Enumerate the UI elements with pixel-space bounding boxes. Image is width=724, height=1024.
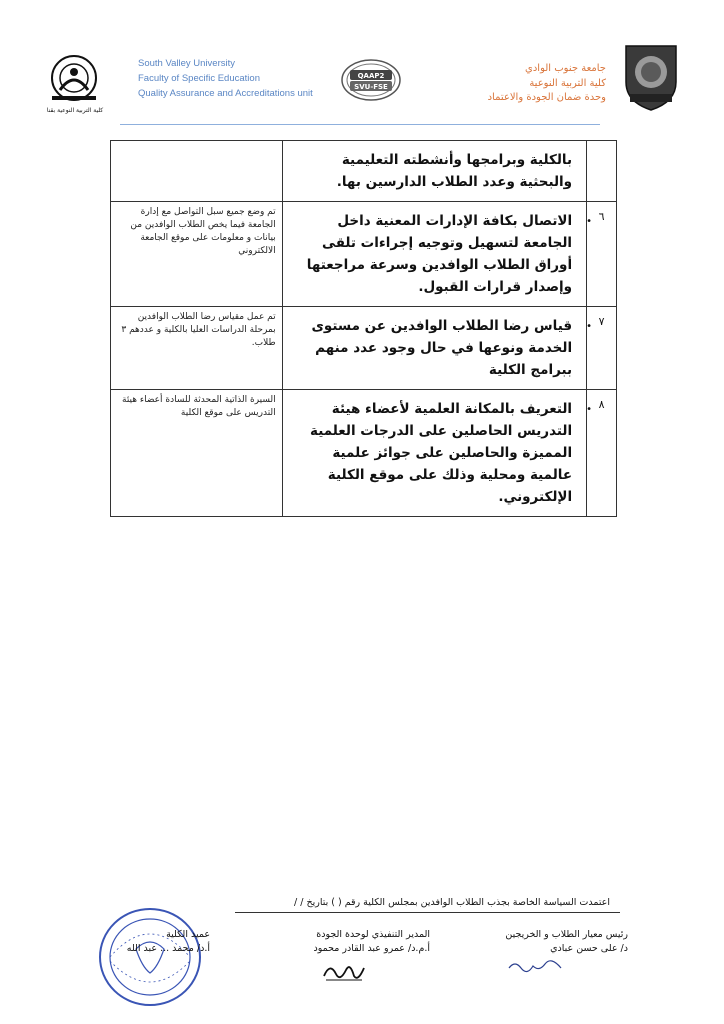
english-university: South Valley University bbox=[138, 58, 235, 69]
university-logo bbox=[618, 42, 684, 112]
faculty-logo-caption: كلية التربية النوعية بقنا bbox=[46, 107, 104, 114]
official-stamp bbox=[96, 905, 204, 1009]
policy-item-text: بالكلية وبرامجها وأنشطته التعليمية والبحثية وعدد الطلاب الدارسين بها. bbox=[336, 152, 573, 190]
arabic-unit: وحدة ضمان الجودة والاعتماد bbox=[487, 92, 606, 103]
policy-item-text: قياس رضا الطلاب الوافدين عن مستوى الخدمة ونوعها في حال وجود عدد منهم ببرامج الكلية bbox=[311, 318, 573, 378]
row-note: تم وضع جميع سبل التواصل مع إدارة الجامعة فيما يخص الطلاب الوافدين من بيانات و معلومات على موقع الجامعة الالكتروني bbox=[111, 202, 283, 307]
signatory-name: أ.م.د/ عمرو عبد القادر محمود bbox=[313, 943, 430, 954]
footer-divider bbox=[235, 912, 620, 913]
policy-item-text: التعريف بالمكانة العلمية لأعضاء هيئة التدريس الحاصلين على الدرجات العلمية المميزة والحاصلين على جوائز علمية عالمية ومحلية وذلك على موقع الكلية الإلكتروني. bbox=[310, 401, 573, 505]
table-row bbox=[111, 390, 617, 517]
policy-table bbox=[110, 140, 617, 517]
row-note bbox=[111, 141, 283, 202]
english-header bbox=[138, 56, 338, 101]
bullet-icon: • bbox=[586, 404, 593, 415]
signatory-title: عميد الكلية bbox=[166, 929, 210, 940]
signatory-quality-director bbox=[300, 928, 430, 956]
signatory-name: أ.د/ محمد ... عبد الله bbox=[126, 943, 210, 954]
policy-item-text: الاتصال بكافة الإدارات المعنية داخل الجامعة لتسهيل وتوجيه إجراءات تلقى أوراق الطلاب الوافدين وسرعة مراجعتها وإصدار قرارات القبول. bbox=[306, 213, 573, 295]
approval-line: اعتمدت السياسة الخاصة بجذب الطلاب الوافدين بمجلس الكلية رقم ( ) بتاريخ / / bbox=[294, 897, 610, 908]
signatory-students-standard bbox=[498, 928, 628, 956]
arabic-faculty: كلية التربية النوعية bbox=[529, 77, 606, 89]
row-number bbox=[587, 141, 617, 202]
handwritten-signature bbox=[505, 958, 565, 974]
table-row bbox=[111, 141, 617, 202]
signatory-name: د/ على حسن عبادي bbox=[550, 943, 628, 954]
quality-unit-logo bbox=[340, 58, 402, 102]
row-number: ٦ bbox=[587, 202, 617, 307]
english-faculty: Faculty of Specific Education bbox=[138, 73, 260, 84]
quality-logo-top: QAAP2 bbox=[357, 72, 385, 80]
handwritten-signature bbox=[318, 958, 368, 986]
signatory-title: رئيس معيار الطلاب و الخريجين bbox=[505, 929, 628, 940]
arabic-university: جامعة جنوب الوادي bbox=[525, 63, 606, 74]
policy-item bbox=[282, 141, 586, 202]
arabic-header bbox=[406, 62, 606, 106]
bullet-icon: • bbox=[586, 216, 593, 227]
policy-item bbox=[282, 390, 593, 517]
english-unit: Quality Assurance and Accreditations unit bbox=[138, 88, 313, 99]
table-row bbox=[111, 307, 617, 390]
table-row bbox=[111, 202, 617, 307]
row-number: ٧ bbox=[587, 307, 617, 390]
policy-item bbox=[282, 202, 593, 307]
faculty-logo bbox=[40, 50, 110, 118]
signatory-dean bbox=[100, 928, 210, 956]
header-divider bbox=[120, 124, 600, 125]
row-number: ٨ bbox=[587, 390, 617, 517]
quality-logo-bottom: SVU-FSE bbox=[354, 83, 388, 91]
row-note: تم عمل مقياس رضا الطلاب الوافدين بمرحلة الدراسات العليا بالكلية و عددهم ٣ طلاب. bbox=[111, 307, 283, 390]
policy-item bbox=[282, 307, 593, 390]
row-note: السيرة الذاتية المحدثة للسادة أعضاء هيئة التدريس على موقع الكلية bbox=[111, 390, 283, 517]
bullet-icon: • bbox=[586, 321, 593, 332]
signatory-title: المدير التنفيذي لوحدة الجودة bbox=[316, 929, 430, 940]
